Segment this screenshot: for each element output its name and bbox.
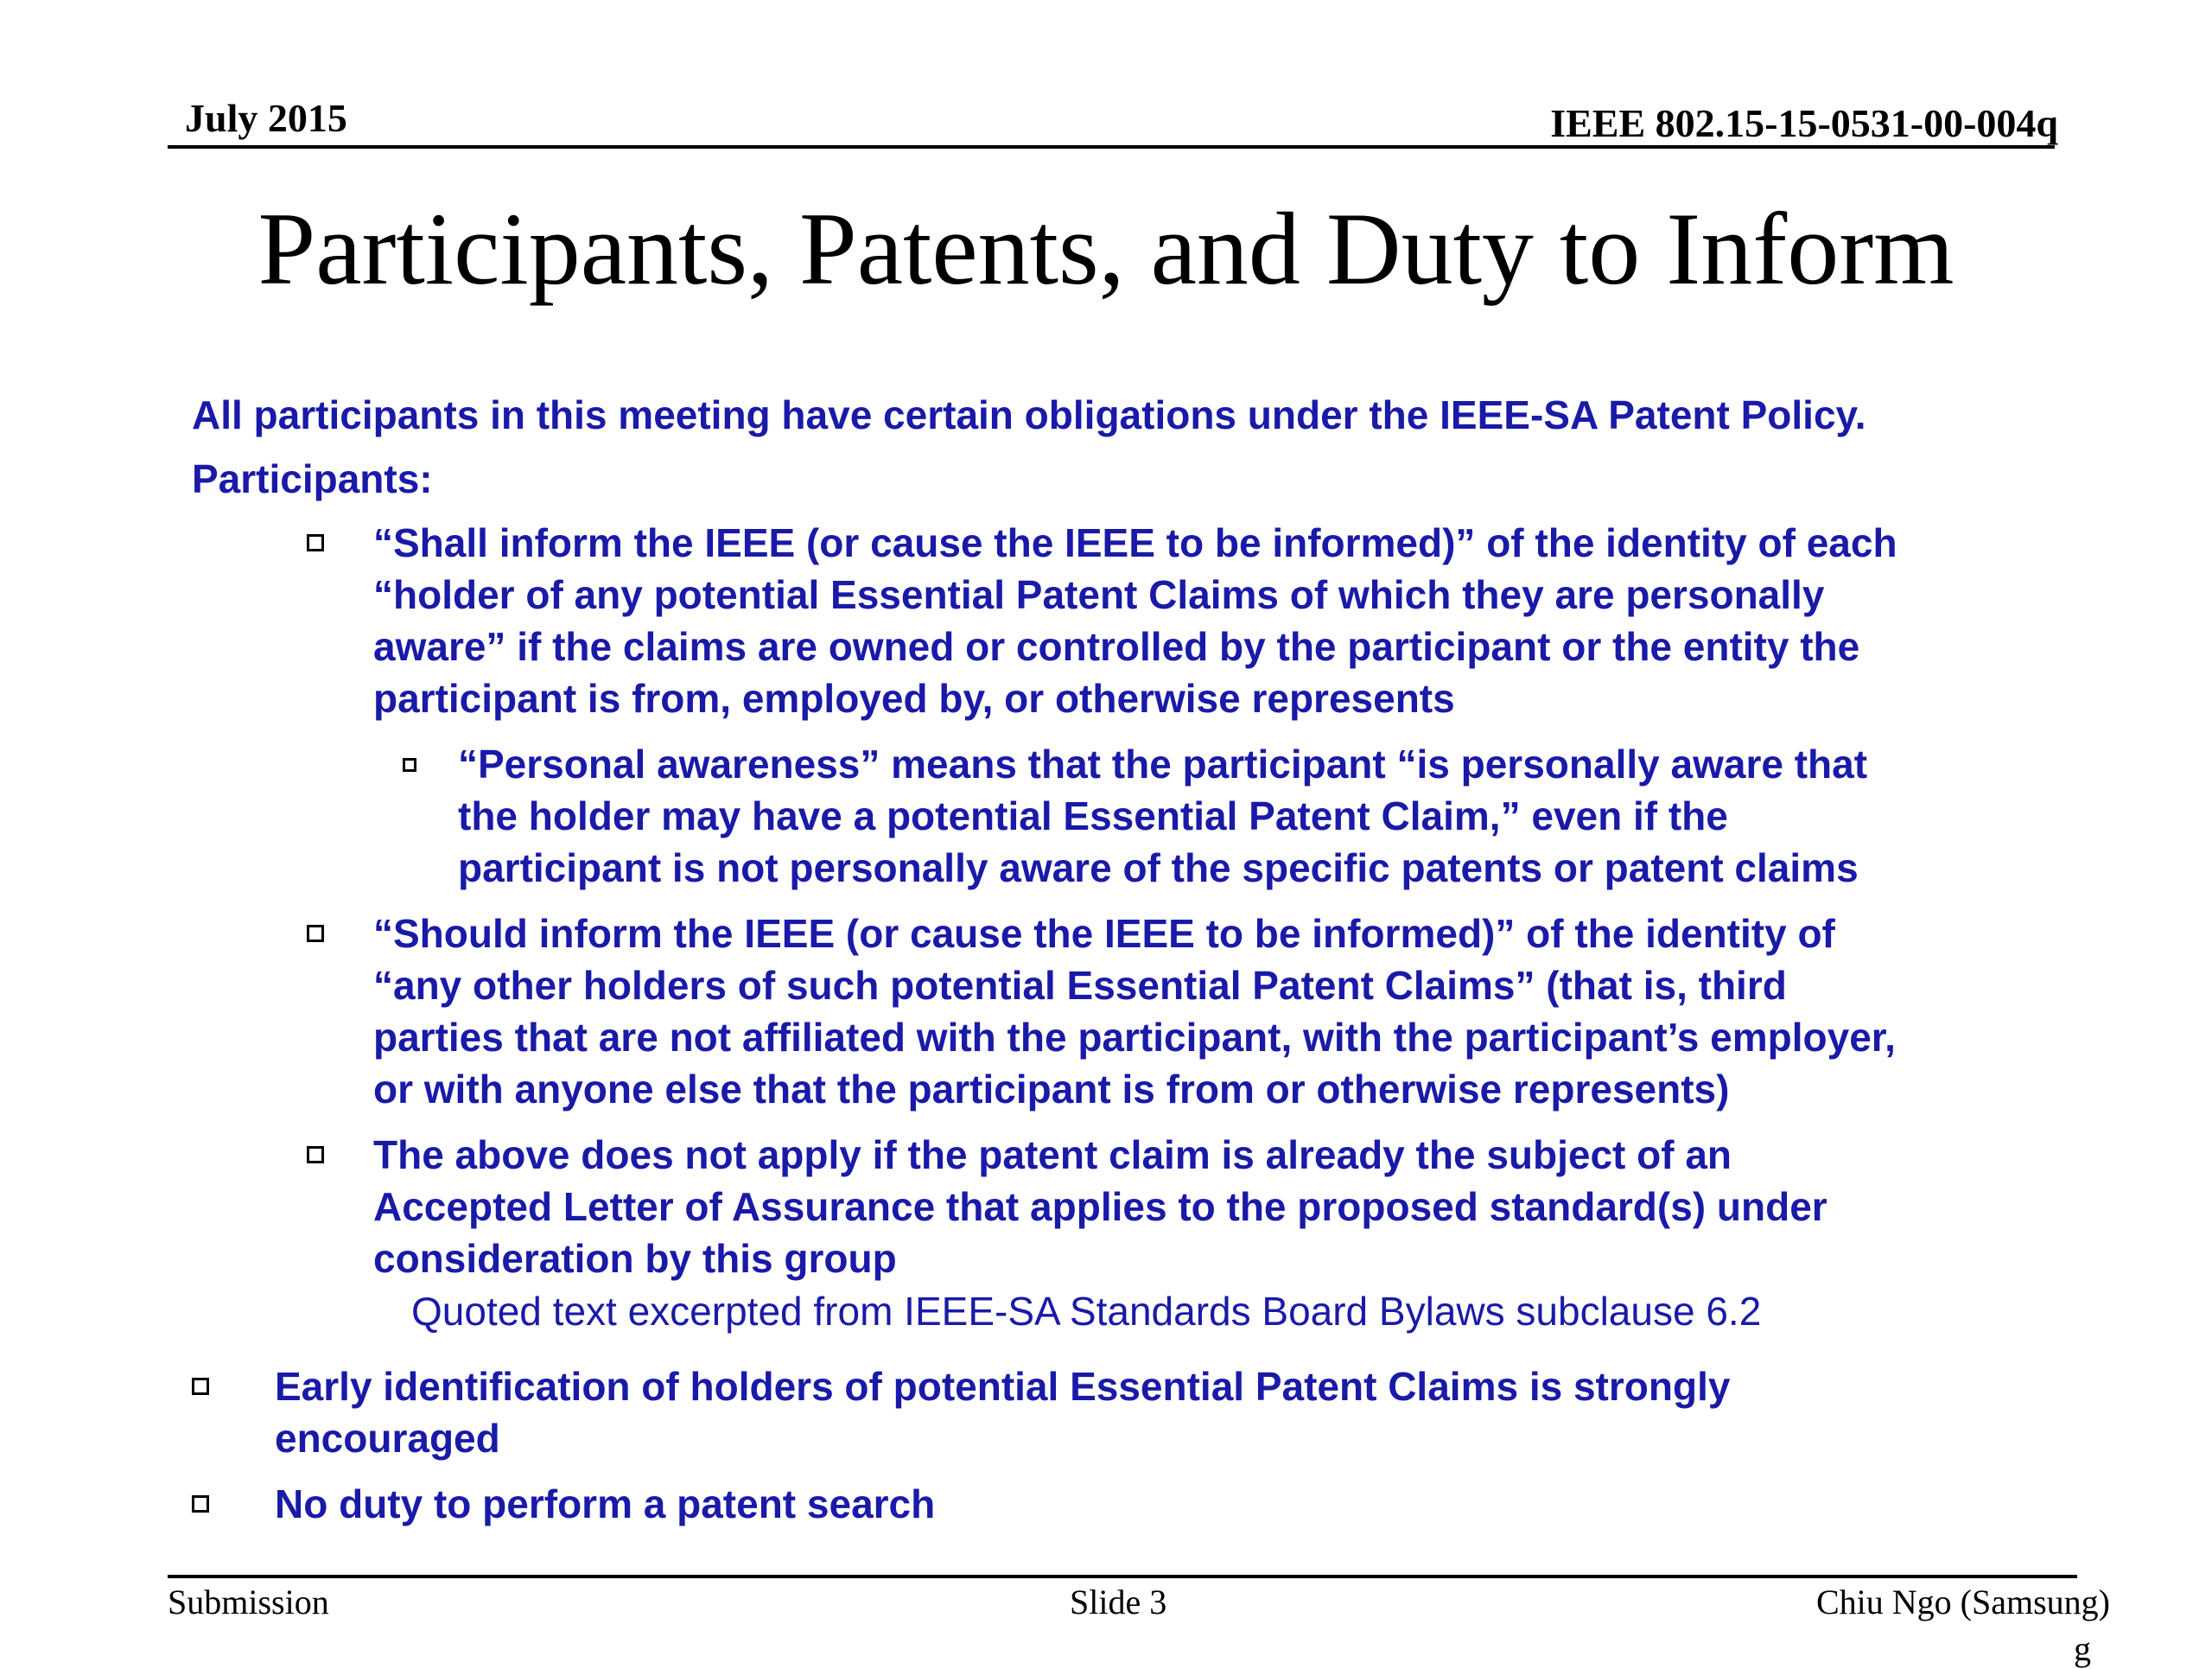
bullet-no-patent-search <box>275 1478 935 1530</box>
bullet-line: aware” if the claims are owned or controlled by the participant or the entity the <box>373 624 1860 669</box>
bullet-line: “any other holders of such potential Essential Patent Claims” (that is, third <box>373 963 1787 1008</box>
bullet-line: consideration by this group <box>373 1236 897 1281</box>
bullet-line: “Should inform the IEEE (or cause the IEEE to be informed)” of the identity of <box>373 911 1835 956</box>
bullet-line: the holder may have a potential Essential Patent Claim,” even if the <box>458 793 1728 838</box>
bullet-square-icon <box>307 925 324 942</box>
bullet-above-does-not-apply <box>373 1129 1827 1284</box>
bullet-line: participant is not personally aware of the specific patents or patent claims <box>458 845 1859 890</box>
footer-divider <box>168 1575 2077 1578</box>
header-divider <box>168 145 2055 149</box>
sub-bullet-square-icon <box>403 758 416 772</box>
bullet-line: parties that are not affiliated with the participant, with the participant’s employer, <box>373 1015 1896 1060</box>
bullet-line: “Personal awareness” means that the participant “is personally aware that <box>458 742 1868 787</box>
bullet-should-inform <box>373 908 1896 1115</box>
bullet-line: “holder of any potential Essential Patent Claims of which they are personally <box>373 572 1825 617</box>
bullet-line: No duty to perform a patent search <box>275 1481 936 1526</box>
header-date: July 2015 <box>185 96 347 140</box>
bullet-square-icon <box>192 1378 209 1395</box>
bullet-square-icon <box>307 534 324 551</box>
bullet-early-identification <box>275 1360 1730 1464</box>
footer-overflow-text: g <box>2074 1629 2091 1668</box>
header-document-id: IEEE 802.15-15-0531-00-004q <box>1550 101 2058 145</box>
bullet-line: participant is from, employed by, or otherwise represents <box>373 676 1455 721</box>
bullet-line: Accepted Letter of Assurance that applies to the proposed standard(s) under <box>373 1184 1827 1229</box>
intro-text: All participants in this meeting have certain obligations under the IEEE-SA Patent Policy. <box>192 392 1866 437</box>
bullet-line: The above does not apply if the patent claim is already the subject of an <box>373 1132 1732 1177</box>
footer-slide-number: Slide 3 <box>1070 1583 1167 1621</box>
bullet-line: “Shall inform the IEEE (or cause the IEEE to be informed)” of the identity of each <box>373 520 1897 565</box>
bullet-line: Early identification of holders of potential Essential Patent Claims is strongly <box>275 1364 1731 1409</box>
bullet-square-icon <box>307 1146 324 1163</box>
slide-title: Participants, Patents, and Duty to Inform <box>257 191 1955 306</box>
quote-source-note: Quoted text excerpted from IEEE-SA Standards Board Bylaws subclause 6.2 <box>411 1289 1762 1334</box>
bullet-shall-inform <box>373 517 1897 724</box>
bullet-line: or with anyone else that the participant is from or otherwise represents) <box>373 1067 1730 1112</box>
footer-submission: Submission <box>168 1583 329 1621</box>
sub-bullet-personal-awareness <box>458 738 1867 894</box>
participants-label: Participants: <box>192 456 433 501</box>
footer-author: Chiu Ngo (Samsung) <box>1816 1583 2110 1621</box>
bullet-square-icon <box>192 1495 209 1513</box>
bullet-line: encouraged <box>275 1416 500 1461</box>
